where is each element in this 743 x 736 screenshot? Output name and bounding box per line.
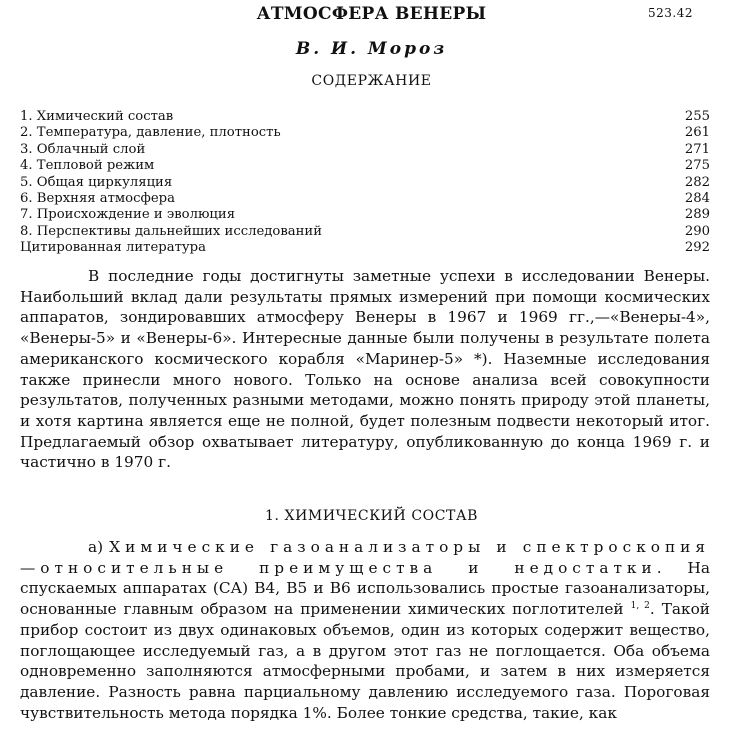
toc-entry-page: 275	[684, 158, 710, 174]
toc-entry	[20, 240, 710, 256]
toc-entry-label: 5. Общая циркуляция	[20, 174, 173, 190]
toc-entry	[20, 224, 710, 240]
toc-entry	[20, 175, 710, 191]
toc-entry-page: 282	[684, 174, 710, 190]
toc-entry-page: 290	[684, 223, 710, 239]
toc-entry-label: 1. Химический состав	[20, 109, 174, 124]
section-paragraph	[20, 537, 710, 723]
toc-entry-label: 6. Верхняя атмосфера	[20, 190, 175, 206]
udc-code: 523.42	[648, 6, 693, 20]
contents-heading: СОДЕРЖАНИЕ	[311, 73, 432, 89]
toc-entry	[20, 191, 710, 207]
paragraph-text: . Такой прибор состоит из двух одинаковых объемов, один из которых содержит вещество, поглощающее исследуемый газ, а в другом этот газ не поглощается. Оба объема одновременно заполняются атмосферными пробами, и затем в них измеряется давление. Разность равна парциальному давлению исследуемого газа. Пороговая чувствительность метода порядка 1%. Более тонкие средства, такие, как	[20, 600, 710, 722]
paragraph-text: . На спускаемых аппаратах (СА) В4, В5 и В6 использовались простые газоанализаторы, основанные главным образом на применении химических поглотителей	[20, 558, 710, 619]
spaced-emphasis: Химические газоанализаторы и спектроскопия—относительные преимущества и недостатки	[20, 538, 710, 577]
toc-entry-label: 3. Облачный слой	[20, 141, 146, 157]
toc-entry-page: 289	[684, 207, 710, 223]
table-of-contents	[20, 109, 710, 257]
section-heading: 1. ХИМИЧЕСКИЙ СОСТАВ	[264, 508, 479, 524]
intro-paragraph: В последние годы достигнуты заметные успехи в исследовании Венеры. Наибольший вклад дали результаты прямых измерений при помощи космических аппаратов, зондировавших атмосферу Венеры в 1967 и 1969 гг.,—«Венеры-4», «Венеры-5» и «Венеры-6». Интересные данные были получены в результате полета американского космического корабля «Маринер-5» *). Наземные исследования также принесли много нового. Только на основе анализа всей совокупности результатов, полученных разными методами, можно понять природу этой планеты, и хотя картина является еще не полной, будет полезным подвести некоторый итог. Предлагаемый обзор охватывает литературу, опубликованную до конца 1969 г. и частично в 1970 г.	[20, 267, 710, 472]
toc-entry-page: 261	[684, 125, 710, 141]
toc-entry	[20, 207, 710, 223]
author-name: В. И. Мороз	[295, 39, 448, 59]
toc-entry-label: 7. Происхождение и эволюция	[20, 207, 236, 223]
toc-entry-page: 284	[684, 190, 710, 206]
toc-entry-page: 271	[684, 141, 710, 157]
toc-entry-page: 255	[684, 109, 710, 124]
reference-marks: 1, 2	[630, 601, 650, 612]
toc-entry	[20, 109, 710, 125]
toc-entry	[20, 142, 710, 158]
paragraph-prefix: а)	[88, 538, 110, 556]
toc-entry	[20, 125, 710, 141]
toc-entry-page: 292	[684, 240, 710, 256]
toc-entry-label: 8. Перспективы дальнейших исследований	[20, 223, 322, 239]
article-title: АТМОСФЕРА ВЕНЕРЫ	[256, 4, 487, 24]
toc-entry	[20, 158, 710, 174]
toc-entry-label: Цитированная литература	[20, 240, 206, 256]
toc-entry-label: 2. Температура, давление, плотность	[20, 125, 281, 141]
toc-entry-label: 4. Тепловой режим	[20, 158, 155, 174]
